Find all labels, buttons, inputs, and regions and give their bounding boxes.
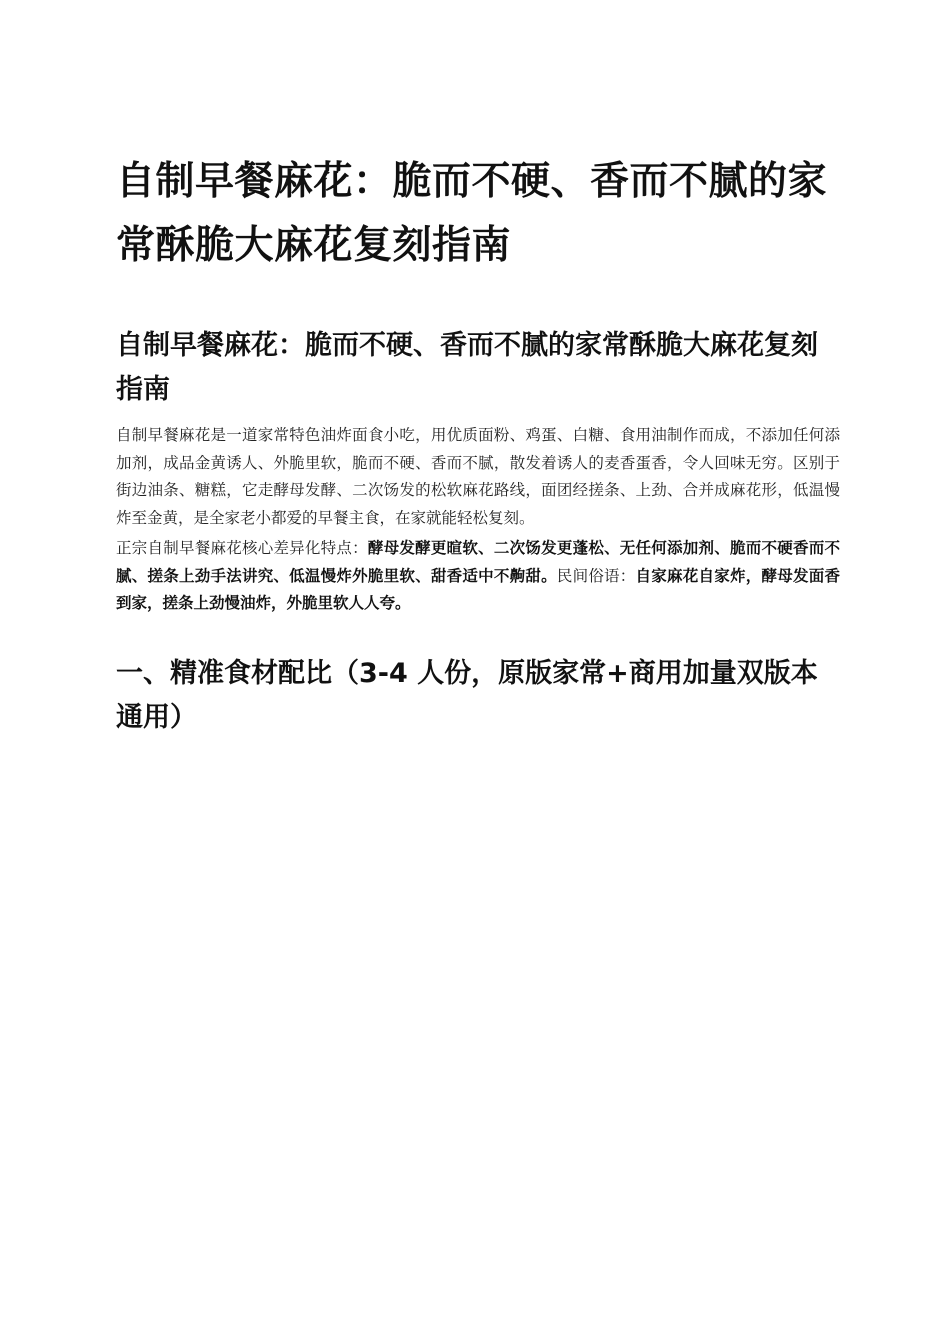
saying-label: 民间俗语： <box>556 566 636 585</box>
section-1-heading: 一、精准食材配比（3-4 人份，原版家常+商用加量双版本通用） <box>116 657 818 733</box>
document-title: 自制早餐麻花：脆而不硬、香而不腻的家常酥脆大麻花复刻指南 <box>116 159 828 268</box>
saying-text: 自家麻花自家炸，酵母发面香到家，搓条上劲慢油炸，外脆里软人人夸。 <box>116 566 840 612</box>
features-label: 正宗自制早餐麻花核心差异化特点： <box>116 539 368 557</box>
intro-paragraph: 自制早餐麻花是一道家常特色油炸面食小吃，用优质面粉、鸡蛋、白糖、食用油制作而成，不添加任何添加剂，成品金黄诱人、外脆里软，脆而不硬、香而不腻，散发着诱人的麦香蛋香，令人回味无穷。区别于街边油条、糖糕，它走酵母发酵、二次饧发的松软麻花路线，面团经搓条、上劲、合并成麻花形，低温慢炸至金黄，是全家老小都爱的早餐主食，在家就能轻松复刻。 <box>116 426 840 527</box>
document-page <box>116 150 840 740</box>
features-paragraph <box>116 535 840 618</box>
features-points: 酵母发酵更暄软、二次饧发更蓬松、无任何添加剂、脆而不硬香而不腻、搓条上劲手法讲究、低温慢炸外脆里软、甜香适中不齁甜。 <box>116 539 840 585</box>
section-title: 自制早餐麻花：脆而不硬、香而不腻的家常酥脆大麻花复刻指南 <box>116 330 818 405</box>
